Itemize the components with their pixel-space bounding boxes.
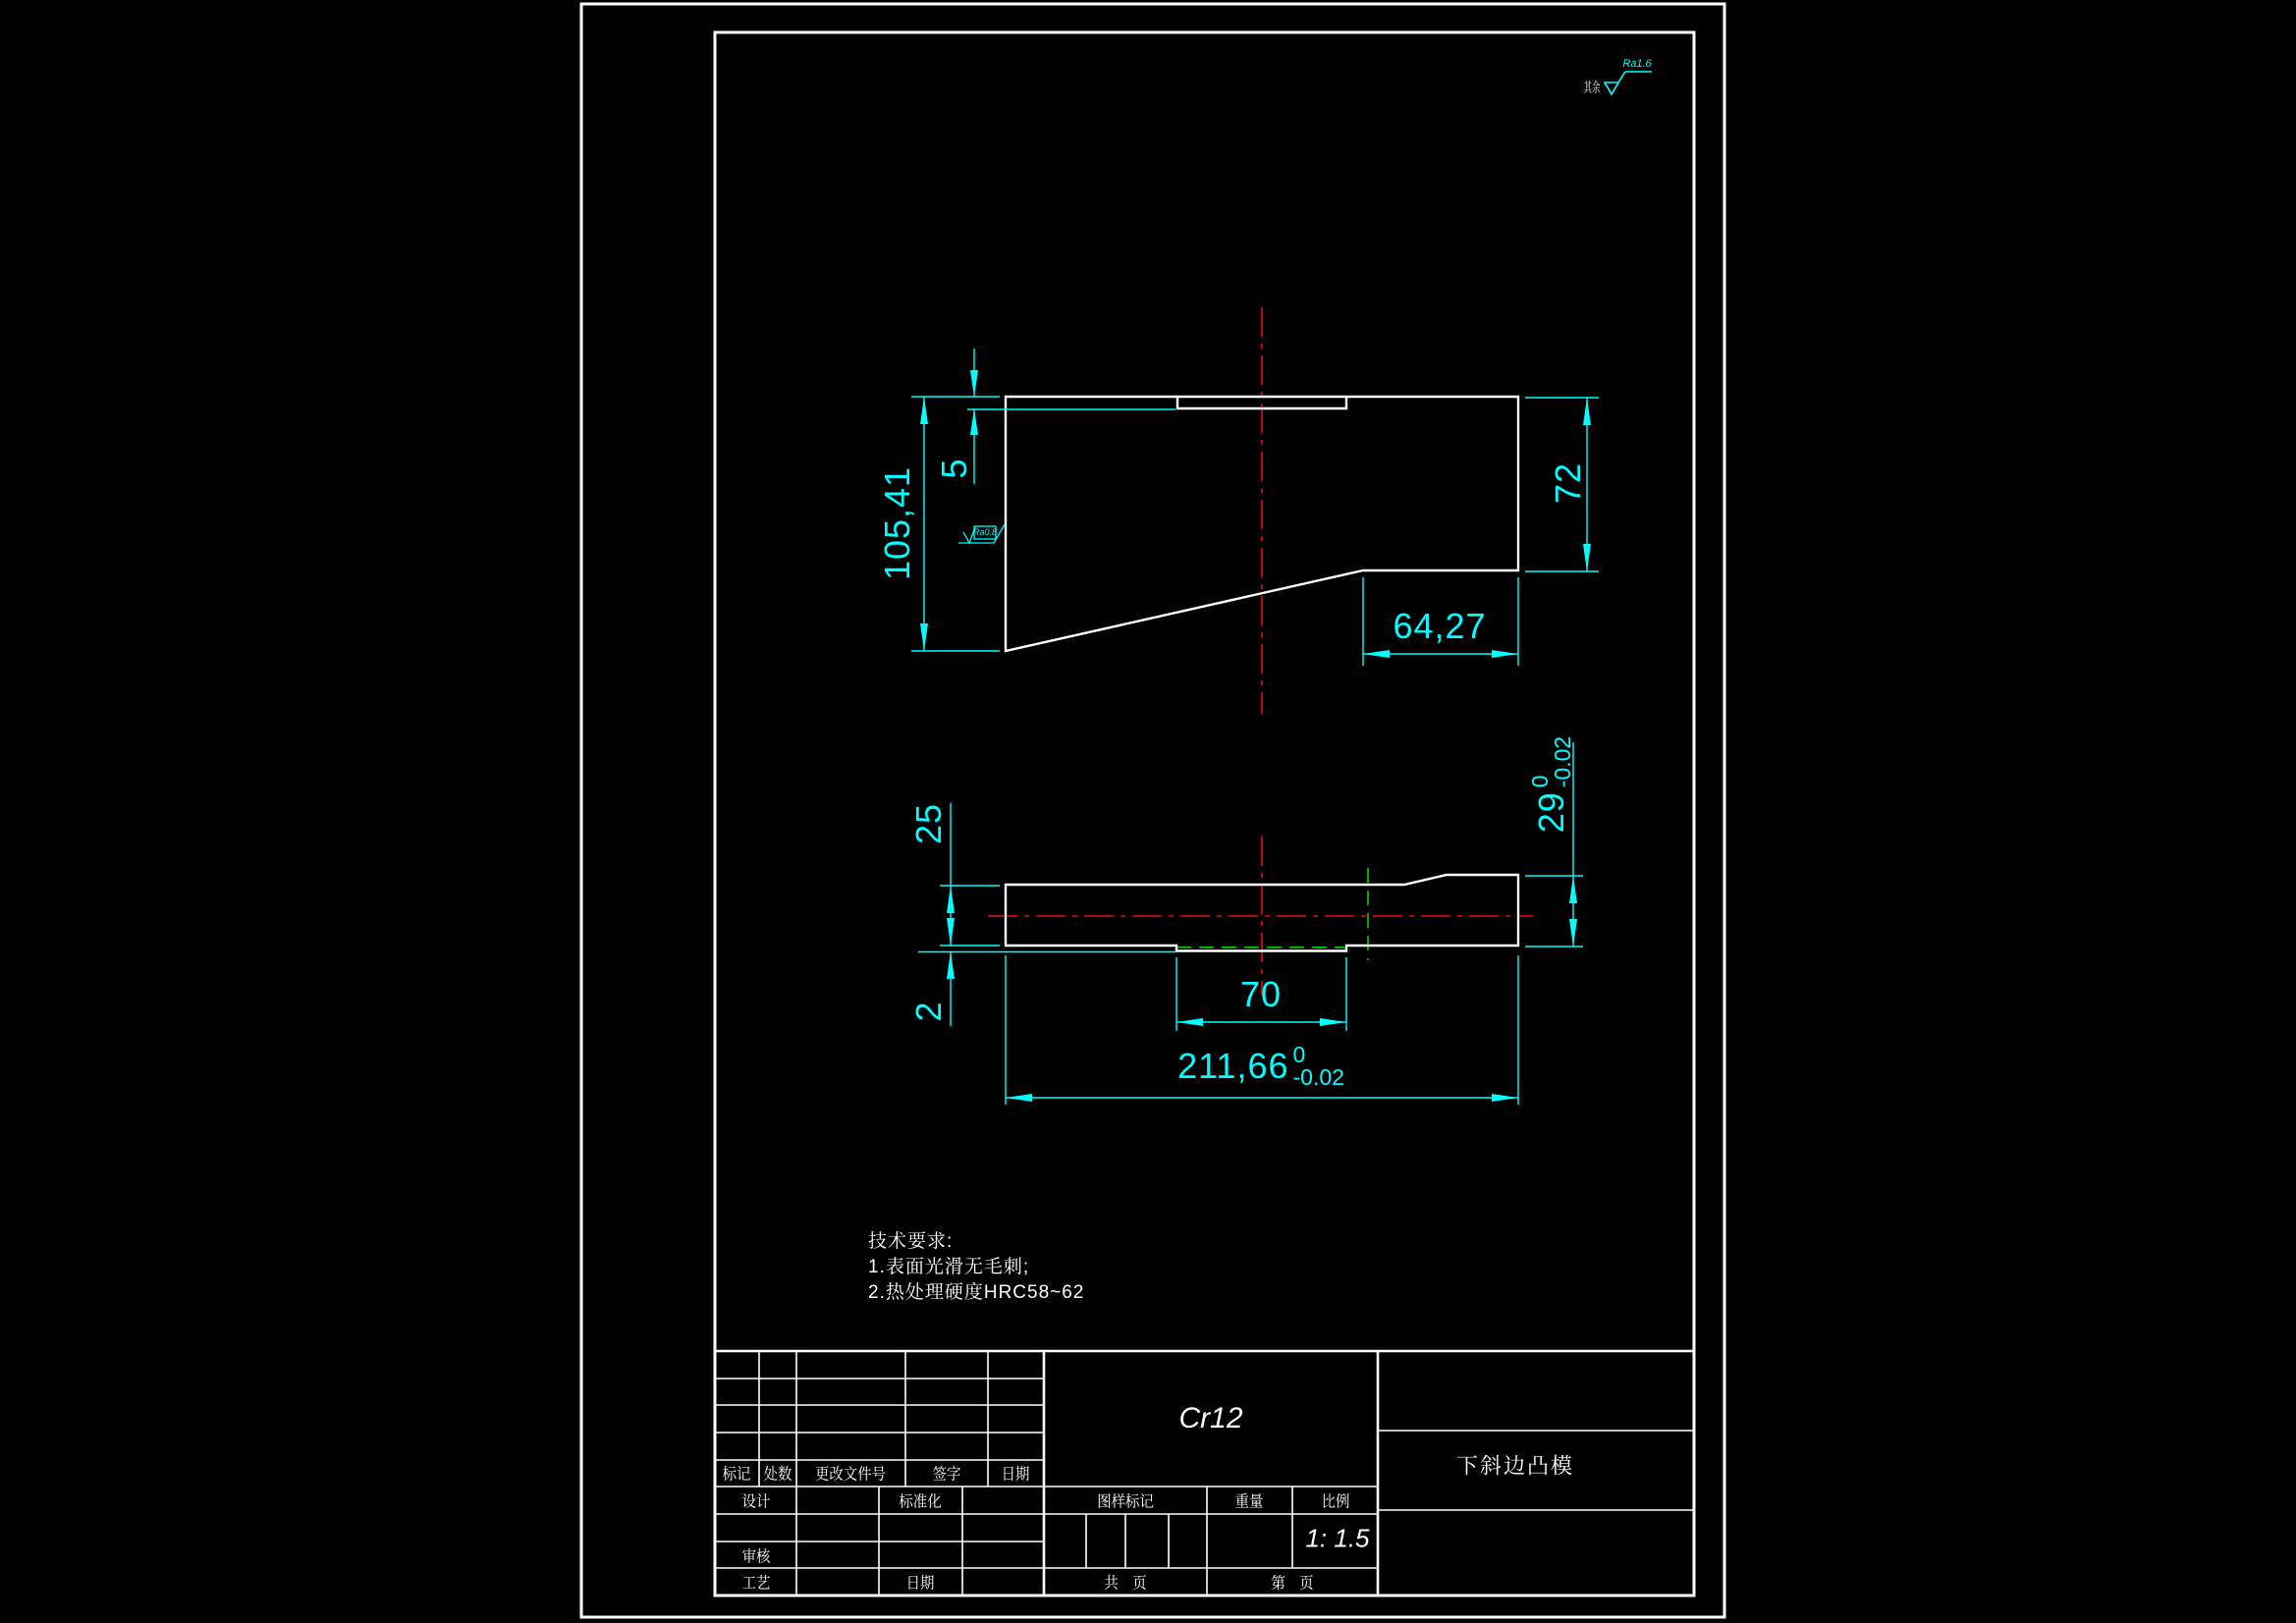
dim-slot-width: 70 xyxy=(1239,974,1283,1014)
title-label-change-file-no: 更改文件号 xyxy=(814,1466,887,1484)
title-label-standardization: 标准化 xyxy=(899,1493,942,1511)
dim-slot-depth: 5 xyxy=(934,458,974,479)
dim-total-length-tolerance: 0 -0.02 xyxy=(1292,1042,1344,1090)
title-label-scale: 比例 xyxy=(1321,1493,1350,1511)
dim-width-right xyxy=(1529,736,1574,833)
title-label-date-top: 日期 xyxy=(1001,1466,1030,1484)
dim-total-length xyxy=(1177,1044,1344,1089)
dim-step-depth: 2 xyxy=(908,1001,949,1022)
title-label-total-pages: 共 页 xyxy=(1104,1575,1147,1593)
dim-flat-length: 64,27 xyxy=(1393,606,1487,646)
part-name: 下斜边凸模 xyxy=(1455,1453,1575,1479)
dim-height-right: 72 xyxy=(1548,461,1588,505)
title-label-weight: 重量 xyxy=(1234,1493,1264,1511)
tech-requirements-title: 技术要求: xyxy=(868,1231,954,1252)
dim-height-left: 105,41 xyxy=(877,465,917,581)
material-value: Cr12 xyxy=(1178,1402,1243,1434)
roughness-note-prefix: 其余 xyxy=(1583,80,1601,95)
dim-plate-thickness: 25 xyxy=(908,802,949,845)
title-label-page-no: 第 页 xyxy=(1271,1575,1314,1593)
edge-roughness-value: Ra0.8 xyxy=(972,527,998,537)
dim-total-length-value: 211,66 xyxy=(1177,1046,1289,1086)
title-label-count: 处数 xyxy=(763,1466,793,1484)
title-label-process: 工艺 xyxy=(741,1575,771,1593)
roughness-note-value: Ra1.6 xyxy=(1622,58,1652,70)
dim-width-right-value: 29 xyxy=(1531,791,1571,834)
hidden-lines xyxy=(1176,868,1368,960)
centerlines xyxy=(988,307,1533,996)
scale-value: 1: 1.5 xyxy=(1305,1523,1370,1553)
title-label-design: 设计 xyxy=(741,1493,771,1511)
title-label-check: 审核 xyxy=(741,1548,771,1566)
tech-requirements xyxy=(868,1229,1084,1306)
tech-requirement-item: 2.热处理硬度HRC58~62 xyxy=(868,1282,1085,1303)
roughness-symbol-general xyxy=(1605,72,1652,94)
title-label-date-bottom: 日期 xyxy=(905,1575,935,1593)
title-label-signature: 签字 xyxy=(932,1466,961,1484)
dim-width-right-tolerance: 0 -0.02 xyxy=(1527,735,1575,788)
title-label-drawing-mark: 图样标记 xyxy=(1097,1493,1154,1511)
title-label-mark: 标记 xyxy=(722,1466,751,1484)
tech-requirement-item: 1.表面光滑无毛刺; xyxy=(868,1257,1030,1277)
